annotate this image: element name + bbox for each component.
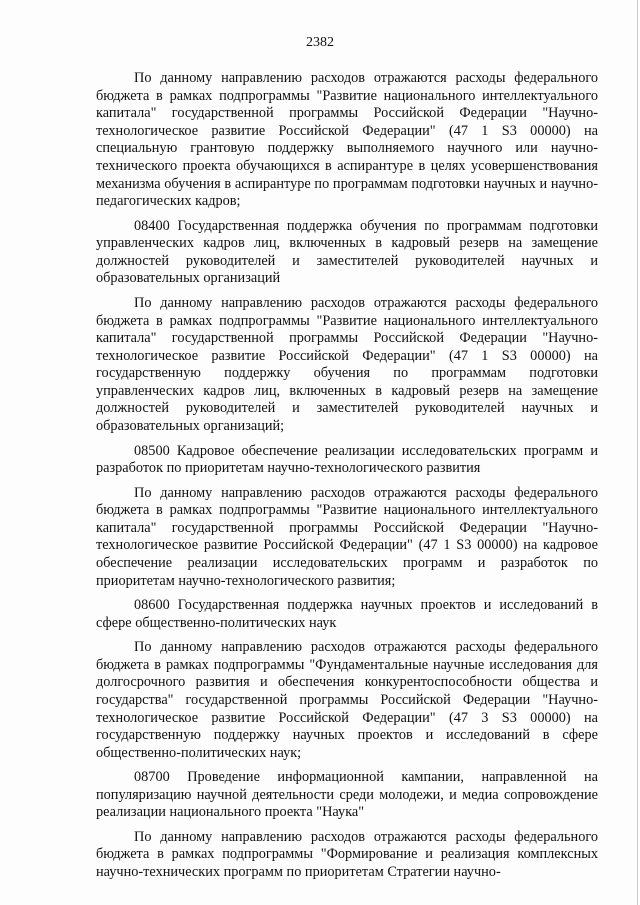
paragraph-code-08500: 08500 Кадровое обеспечение реализации исследовательских программ и разработок по приоритетам научно-технологического развития [96,442,598,477]
page-edge [637,0,638,905]
page-number: 2382 [306,35,334,50]
paragraph-program-description: По данному направлению расходов отражаются расходы федерального бюджета в рамках подпрограммы "Фундаментальные научные исследования для долгосрочного развития и обеспечения конкурентоспособности общества и государства" государственной программы Российской Федерации "Научно-технологическое развитие Российской Федерации" (47 3 S3 00000) на государственную поддержку научных проектов и исследований в сфере общественно-политических наук; [96,639,598,761]
paragraph-code-08600: 08600 Государственная поддержка научных проектов и исследований в сфере общественно-политических наук [96,597,598,631]
paragraph-code-08700: 08700 Проведение информационной кампании, направленной на популяризацию научной деятельности среди молодежи, и медиа сопровождение реализации национального проекта "Наука" [96,769,598,821]
paragraph-program-description: По данному направлению расходов отражаются расходы федерального бюджета в рамках подпрограммы "Развитие национального интеллектуального капитала" государственной программы Российской Федерации "Научно-технологическое развитие Российской Федерации" (47 1 S3 00000) на специальную грантовую поддержку выполняемого научного или научно-технического проекта обучающихся в аспирантуре в целях усовершенствования механизма обучения в аспирантуре по программам подготовки научных и научно-педагогических кадров; [96,70,598,210]
paragraph-program-description: По данному направлению расходов отражаются расходы федерального бюджета в рамках подпрограммы "Развитие национального интеллектуального капитала" государственной программы Российской Федерации "Научно-технологическое развитие Российской Федерации" (47 1 S3 00000) на кадровое обеспечение реализации исследовательских программ и разработок по приоритетам научно-технологического развития; [96,484,598,589]
document-body [96,70,598,889]
paragraph-program-description: По данному направлению расходов отражаются расходы федерального бюджета в рамках подпрограммы "Формирование и реализация комплексных научно-технических программ по приоритетам Стратегии научно- [96,828,598,881]
paragraph-program-description: По данному направлению расходов отражаются расходы федерального бюджета в рамках подпрограммы "Развитие национального интеллектуального капитала" государственной программы Российской Федерации "Научно-технологическое развитие Российской Федерации" (47 1 S3 00000) на государственную поддержку обучения по программам подготовки управленческих кадров лиц, включенных в кадровый резерв на замещение должностей руководителей и заместителей руководителей научных и образовательных организаций; [96,294,598,435]
paragraph-code-08400: 08400 Государственная поддержка обучения по программам подготовки управленческих кадров лиц, включенных в кадровый резерв на замещение должностей руководителей и заместителей руководителей научных и образовательных организаций [96,217,598,287]
